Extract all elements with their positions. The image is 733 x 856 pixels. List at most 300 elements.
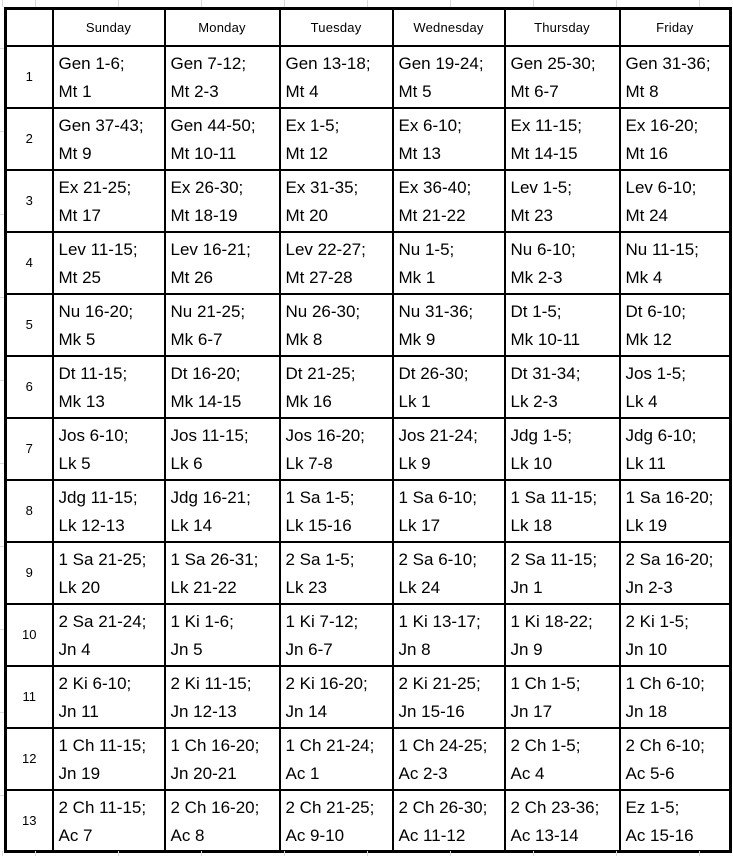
- week-number-cell[interactable]: 1: [6, 46, 53, 108]
- table-row: [6, 790, 731, 852]
- nt-reading-text: Lk 23: [285, 577, 328, 597]
- nt-reading-text: Mt 13: [398, 143, 442, 163]
- table-row: [6, 108, 731, 170]
- plan-table-body: [6, 46, 731, 852]
- nt-reading-text: Mk 8: [285, 329, 323, 349]
- ot-reading-text: 2 Sa 21-24;: [58, 611, 147, 631]
- reading-cell[interactable]: [53, 790, 165, 852]
- ot-reading-text: Lev 11-15;: [58, 239, 138, 259]
- nt-reading-text: Mt 24: [625, 205, 669, 225]
- reading-cell[interactable]: [620, 294, 731, 356]
- nt-reading-text: Mt 17: [58, 205, 102, 225]
- nt-reading-text: Mt 5: [398, 81, 432, 101]
- reading-cell[interactable]: [620, 170, 731, 232]
- nt-reading-text: Jn 17: [510, 701, 553, 721]
- sheet-gridline-tick: [2, 851, 3, 856]
- week-number-cell[interactable]: 12: [6, 728, 53, 790]
- ot-reading-text: Jdg 6-10;: [625, 425, 697, 445]
- nt-reading-text: Lk 10: [510, 453, 553, 473]
- ot-reading-text: Ex 16-20;: [625, 115, 699, 135]
- ot-reading-text: 2 Ki 21-25;: [398, 673, 481, 693]
- nt-reading-text: Ac 5-6: [625, 763, 675, 783]
- nt-reading-text: Mt 21-22: [398, 205, 466, 225]
- ot-reading-text: Lev 16-21;: [170, 239, 251, 259]
- week-number-cell[interactable]: 8: [6, 480, 53, 542]
- table-row: [6, 418, 731, 480]
- ot-reading-text: Gen 44-50;: [170, 115, 256, 135]
- ot-reading-text: 1 Ki 7-12;: [285, 611, 359, 631]
- week-number-cell[interactable]: 10: [6, 604, 53, 666]
- reading-cell[interactable]: [280, 666, 393, 728]
- ot-reading-text: 2 Sa 6-10;: [398, 549, 477, 569]
- ot-reading-text: 2 Sa 11-15;: [510, 549, 598, 569]
- reading-cell[interactable]: [393, 294, 505, 356]
- nt-reading-text: Mk 2-3: [510, 267, 563, 287]
- nt-reading-text: Jn 20-21: [170, 763, 237, 783]
- nt-reading-text: Mk 12: [625, 329, 672, 349]
- ot-reading-text: Gen 25-30;: [510, 53, 596, 73]
- nt-reading-text: Mt 1: [58, 81, 92, 101]
- day-header-1: Monday: [165, 9, 280, 46]
- reading-cell[interactable]: [53, 232, 165, 294]
- nt-reading-text: Lk 5: [58, 453, 91, 473]
- nt-reading-text: Mt 26: [170, 267, 214, 287]
- reading-cell[interactable]: [393, 728, 505, 790]
- reading-cell[interactable]: [620, 46, 731, 108]
- sheet-gridline-tick: [0, 131, 4, 132]
- week-number-cell[interactable]: 2: [6, 108, 53, 170]
- reading-cell[interactable]: [505, 790, 620, 852]
- reading-cell[interactable]: [165, 356, 280, 418]
- week-number-cell[interactable]: 4: [6, 232, 53, 294]
- nt-reading-text: Lk 12-13: [58, 515, 125, 535]
- sheet-gridline-tick: [201, 851, 202, 856]
- nt-reading-text: Mt 20: [285, 205, 329, 225]
- nt-reading-text: Lk 24: [398, 577, 441, 597]
- ot-reading-text: Ex 6-10;: [398, 115, 462, 135]
- nt-reading-text: Jn 4: [58, 639, 91, 659]
- nt-reading-text: Ac 2-3: [398, 763, 448, 783]
- reading-cell[interactable]: [620, 666, 731, 728]
- sheet-gridline-tick: [533, 851, 534, 856]
- reading-cell[interactable]: [53, 108, 165, 170]
- table-row: [6, 666, 731, 728]
- reading-cell[interactable]: [620, 108, 731, 170]
- ot-reading-text: Gen 7-12;: [170, 53, 247, 73]
- reading-cell[interactable]: [393, 108, 505, 170]
- nt-reading-text: Mk 4: [625, 267, 663, 287]
- reading-cell[interactable]: [53, 480, 165, 542]
- day-header-3: Wednesday: [393, 9, 505, 46]
- ot-reading-text: 1 Ch 6-10;: [625, 673, 705, 693]
- nt-reading-text: Jn 19: [58, 763, 101, 783]
- reading-cell[interactable]: [620, 418, 731, 480]
- ot-reading-text: Gen 37-43;: [58, 115, 144, 135]
- table-row: [6, 232, 731, 294]
- reading-cell[interactable]: [620, 232, 731, 294]
- nt-reading-text: Mt 12: [285, 143, 329, 163]
- table-row: [6, 480, 731, 542]
- reading-cell[interactable]: [505, 418, 620, 480]
- nt-reading-text: Lk 4: [625, 391, 658, 411]
- ot-reading-text: 1 Sa 26-31;: [170, 549, 259, 569]
- ot-reading-text: 2 Ch 16-20;: [170, 797, 260, 817]
- sheet-gridline-tick: [118, 851, 119, 856]
- reading-cell[interactable]: [165, 790, 280, 852]
- ot-reading-text: 2 Ch 1-5;: [510, 735, 581, 755]
- ot-reading-text: 2 Ki 1-5;: [625, 611, 689, 631]
- nt-reading-text: Jn 9: [510, 639, 543, 659]
- reading-cell[interactable]: [165, 728, 280, 790]
- week-number-cell[interactable]: 3: [6, 170, 53, 232]
- nt-reading-text: Jn 6-7: [285, 639, 333, 659]
- reading-cell[interactable]: [280, 728, 393, 790]
- ot-reading-text: 2 Ch 21-25;: [285, 797, 375, 817]
- reading-cell[interactable]: [280, 108, 393, 170]
- ot-reading-text: 1 Ki 1-6;: [170, 611, 234, 631]
- ot-reading-text: Nu 16-20;: [58, 301, 134, 321]
- reading-cell[interactable]: [53, 666, 165, 728]
- nt-reading-text: Mt 9: [58, 143, 92, 163]
- nt-reading-text: Ac 13-14: [510, 825, 579, 845]
- nt-reading-text: Mk 9: [398, 329, 436, 349]
- nt-reading-text: Lk 17: [398, 515, 441, 535]
- ot-reading-text: 2 Ki 6-10;: [58, 673, 132, 693]
- ot-reading-text: 2 Sa 16-20;: [625, 549, 714, 569]
- nt-reading-text: Jn 12-13: [170, 701, 237, 721]
- nt-reading-text: Mt 25: [58, 267, 102, 287]
- nt-reading-text: Ac 11-12: [398, 825, 466, 845]
- reading-cell[interactable]: [505, 294, 620, 356]
- ot-reading-text: 1 Ch 11-15;: [58, 735, 147, 755]
- reading-cell[interactable]: [53, 542, 165, 604]
- sheet-gridline-tick: [0, 214, 4, 215]
- sheet-gridline-tick: [0, 463, 4, 464]
- ot-reading-text: Nu 26-30;: [285, 301, 361, 321]
- nt-reading-text: Mk 1: [398, 267, 436, 287]
- ot-reading-text: Ex 1-5;: [285, 115, 340, 135]
- reading-cell[interactable]: [280, 542, 393, 604]
- nt-reading-text: Mt 27-28: [285, 267, 353, 287]
- sheet-gridline-tick: [699, 851, 700, 856]
- ot-reading-text: 1 Ki 13-17;: [398, 611, 481, 631]
- ot-reading-text: Gen 19-24;: [398, 53, 484, 73]
- reading-cell[interactable]: [505, 666, 620, 728]
- ot-reading-text: 1 Sa 6-10;: [398, 487, 477, 507]
- ot-reading-text: Dt 6-10;: [625, 301, 686, 321]
- reading-cell[interactable]: [393, 232, 505, 294]
- nt-reading-text: Ac 8: [170, 825, 205, 845]
- sheet-gridline-tick: [450, 0, 451, 7]
- reading-cell[interactable]: [620, 356, 731, 418]
- ot-reading-text: Jos 1-5;: [625, 363, 686, 383]
- reading-cell[interactable]: [393, 666, 505, 728]
- nt-reading-text: Mt 8: [625, 81, 659, 101]
- reading-cell[interactable]: [53, 418, 165, 480]
- sheet-gridline-tick: [35, 0, 36, 7]
- ot-reading-text: Nu 31-36;: [398, 301, 474, 321]
- header-row: [6, 9, 731, 46]
- ot-reading-text: Ex 36-40;: [398, 177, 472, 197]
- reading-cell[interactable]: [505, 232, 620, 294]
- nt-reading-text: Ac 7: [58, 825, 93, 845]
- reading-cell[interactable]: [393, 170, 505, 232]
- reading-cell[interactable]: [165, 294, 280, 356]
- ot-reading-text: Nu 6-10;: [510, 239, 576, 259]
- sheet-gridline-tick: [201, 0, 202, 7]
- ot-reading-text: Dt 1-5;: [510, 301, 562, 321]
- ot-reading-text: Jdg 16-21;: [170, 487, 251, 507]
- reading-cell[interactable]: [505, 542, 620, 604]
- ot-reading-text: Lev 22-27;: [285, 239, 366, 259]
- nt-reading-text: Lk 14: [170, 515, 213, 535]
- reading-cell[interactable]: [620, 604, 731, 666]
- sheet-gridline-tick: [0, 712, 4, 713]
- sheet-gridline-tick: [35, 851, 36, 856]
- ot-reading-text: Ex 31-35;: [285, 177, 359, 197]
- sheet-gridline-tick: [2, 0, 3, 7]
- reading-cell[interactable]: [280, 170, 393, 232]
- sheet-gridline-tick: [0, 795, 4, 796]
- nt-reading-text: Mk 13: [58, 391, 105, 411]
- reading-cell[interactable]: [280, 418, 393, 480]
- ot-reading-text: 1 Ch 24-25;: [398, 735, 488, 755]
- nt-reading-text: Jn 18: [625, 701, 668, 721]
- reading-cell[interactable]: [280, 294, 393, 356]
- nt-reading-text: Mk 10-11: [510, 329, 581, 349]
- sheet-gridline-tick: [0, 629, 4, 630]
- reading-cell[interactable]: [620, 728, 731, 790]
- reading-cell[interactable]: [393, 418, 505, 480]
- ot-reading-text: Nu 21-25;: [170, 301, 246, 321]
- nt-reading-text: Mt 6-7: [510, 81, 559, 101]
- reading-cell[interactable]: [53, 294, 165, 356]
- ot-reading-text: 1 Sa 16-20;: [625, 487, 714, 507]
- reading-cell[interactable]: [505, 728, 620, 790]
- ot-reading-text: Ex 11-15;: [510, 115, 583, 135]
- reading-cell[interactable]: [165, 46, 280, 108]
- nt-reading-text: Mt 10-11: [170, 143, 237, 163]
- ot-reading-text: 2 Ch 11-15;: [58, 797, 147, 817]
- nt-reading-text: Mt 4: [285, 81, 319, 101]
- ot-reading-text: 2 Ch 26-30;: [398, 797, 488, 817]
- reading-cell[interactable]: [165, 604, 280, 666]
- reading-cell[interactable]: [393, 46, 505, 108]
- reading-cell[interactable]: [505, 46, 620, 108]
- reading-cell[interactable]: [165, 480, 280, 542]
- week-number-cell[interactable]: 11: [6, 666, 53, 728]
- ot-reading-text: 1 Ch 21-24;: [285, 735, 375, 755]
- nt-reading-text: Mt 23: [510, 205, 554, 225]
- sheet-gridline-tick: [284, 851, 285, 856]
- nt-reading-text: Jn 14: [285, 701, 328, 721]
- nt-reading-text: Ac 4: [510, 763, 545, 783]
- ot-reading-text: 1 Ch 1-5;: [510, 673, 581, 693]
- ot-reading-text: Dt 16-20;: [170, 363, 241, 383]
- ot-reading-text: Nu 1-5;: [398, 239, 455, 259]
- ot-reading-text: Ex 26-30;: [170, 177, 244, 197]
- ot-reading-text: Jdg 11-15;: [58, 487, 138, 507]
- nt-reading-text: Jn 10: [625, 639, 668, 659]
- ot-reading-text: 1 Sa 21-25;: [58, 549, 147, 569]
- table-row: [6, 170, 731, 232]
- ot-reading-text: 1 Sa 11-15;: [510, 487, 598, 507]
- reading-cell[interactable]: [393, 542, 505, 604]
- reading-cell[interactable]: [280, 480, 393, 542]
- reading-cell[interactable]: [505, 480, 620, 542]
- table-row: [6, 542, 731, 604]
- ot-reading-text: Ex 21-25;: [58, 177, 132, 197]
- table-row: [6, 356, 731, 418]
- ot-reading-text: 1 Ki 18-22;: [510, 611, 593, 631]
- nt-reading-text: Lk 20: [58, 577, 101, 597]
- nt-reading-text: Lk 6: [170, 453, 203, 473]
- sheet-gridline-tick: [699, 0, 700, 7]
- nt-reading-text: Lk 2-3: [510, 391, 558, 411]
- ot-reading-text: Jos 6-10;: [58, 425, 129, 445]
- reading-cell[interactable]: [280, 604, 393, 666]
- ot-reading-text: Jdg 1-5;: [510, 425, 572, 445]
- bible-reading-plan-table: [4, 7, 732, 853]
- day-header-2: Tuesday: [280, 9, 393, 46]
- reading-cell[interactable]: [53, 356, 165, 418]
- reading-cell[interactable]: [53, 170, 165, 232]
- ot-reading-text: Jos 11-15;: [170, 425, 249, 445]
- reading-cell[interactable]: [620, 480, 731, 542]
- day-header-5: Friday: [620, 9, 731, 46]
- reading-cell[interactable]: [505, 604, 620, 666]
- ot-reading-text: Lev 6-10;: [625, 177, 697, 197]
- ot-reading-text: Lev 1-5;: [510, 177, 572, 197]
- nt-reading-text: Ac 9-10: [285, 825, 345, 845]
- reading-cell[interactable]: [53, 604, 165, 666]
- table-row: [6, 728, 731, 790]
- ot-reading-text: Dt 11-15;: [58, 363, 128, 383]
- reading-cell[interactable]: [393, 356, 505, 418]
- reading-cell[interactable]: [280, 356, 393, 418]
- nt-reading-text: Jn 1: [510, 577, 543, 597]
- reading-cell[interactable]: [620, 542, 731, 604]
- nt-reading-text: Lk 19: [625, 515, 668, 535]
- ot-reading-text: Dt 31-34;: [510, 363, 581, 383]
- ot-reading-text: 2 Ki 16-20;: [285, 673, 368, 693]
- reading-cell[interactable]: [505, 170, 620, 232]
- sheet-gridline-tick: [0, 48, 4, 49]
- reading-cell[interactable]: [280, 232, 393, 294]
- day-header-0: Sunday: [53, 9, 165, 46]
- table-row: [6, 294, 731, 356]
- nt-reading-text: Lk 9: [398, 453, 431, 473]
- nt-reading-text: Lk 7-8: [285, 453, 333, 473]
- ot-reading-text: 1 Ch 16-20;: [170, 735, 260, 755]
- reading-cell[interactable]: [280, 46, 393, 108]
- sheet-gridline-tick: [450, 851, 451, 856]
- reading-cell[interactable]: [280, 790, 393, 852]
- reading-cell[interactable]: [393, 480, 505, 542]
- week-number-cell[interactable]: 7: [6, 418, 53, 480]
- nt-reading-text: Mt 2-3: [170, 81, 219, 101]
- sheet-gridline-tick: [0, 546, 4, 547]
- sheet-gridline-tick: [616, 851, 617, 856]
- sheet-gridline-tick: [616, 0, 617, 7]
- reading-cell[interactable]: [165, 108, 280, 170]
- nt-reading-text: Jn 8: [398, 639, 431, 659]
- ot-reading-text: 2 Ch 6-10;: [625, 735, 705, 755]
- sheet-gridline-tick: [118, 0, 119, 7]
- sheet-gridline-tick: [367, 851, 368, 856]
- reading-cell[interactable]: [393, 604, 505, 666]
- ot-reading-text: Gen 13-18;: [285, 53, 371, 73]
- nt-reading-text: Mt 14-15: [510, 143, 578, 163]
- week-number-cell[interactable]: 6: [6, 356, 53, 418]
- ot-reading-text: Jos 21-24;: [398, 425, 478, 445]
- nt-reading-text: Lk 15-16: [285, 515, 352, 535]
- reading-cell[interactable]: [165, 666, 280, 728]
- nt-reading-text: Mk 16: [285, 391, 332, 411]
- reading-cell[interactable]: [620, 790, 731, 852]
- ot-reading-text: Gen 31-36;: [625, 53, 711, 73]
- sheet-gridline-tick: [284, 0, 285, 7]
- sheet-gridline-tick: [0, 380, 4, 381]
- ot-reading-text: Nu 11-15;: [625, 239, 699, 259]
- nt-reading-text: Jn 15-16: [398, 701, 465, 721]
- ot-reading-text: 2 Ki 11-15;: [170, 673, 252, 693]
- nt-reading-text: Lk 18: [510, 515, 553, 535]
- ot-reading-text: 1 Sa 1-5;: [285, 487, 355, 507]
- table-row: [6, 604, 731, 666]
- reading-cell[interactable]: [165, 542, 280, 604]
- ot-reading-text: 2 Sa 1-5;: [285, 549, 355, 569]
- nt-reading-text: Ac 15-16: [625, 825, 694, 845]
- ot-reading-text: Gen 1-6;: [58, 53, 125, 73]
- week-number-cell[interactable]: 5: [6, 294, 53, 356]
- day-header-4: Thursday: [505, 9, 620, 46]
- week-number-cell[interactable]: 13: [6, 790, 53, 852]
- reading-cell[interactable]: [165, 170, 280, 232]
- nt-reading-text: Ac 1: [285, 763, 320, 783]
- nt-reading-text: Lk 11: [625, 453, 666, 473]
- ot-reading-text: 2 Ch 23-36;: [510, 797, 600, 817]
- nt-reading-text: Mk 5: [58, 329, 96, 349]
- nt-reading-text: Mk 14-15: [170, 391, 242, 411]
- sheet-gridline-tick: [0, 297, 4, 298]
- reading-cell[interactable]: [165, 418, 280, 480]
- nt-reading-text: Lk 1: [398, 391, 431, 411]
- reading-cell[interactable]: [53, 728, 165, 790]
- table-row: [6, 46, 731, 108]
- reading-cell[interactable]: [393, 790, 505, 852]
- reading-cell[interactable]: [505, 108, 620, 170]
- nt-reading-text: Jn 2-3: [625, 577, 673, 597]
- reading-cell[interactable]: [505, 356, 620, 418]
- reading-cell[interactable]: [53, 46, 165, 108]
- week-number-cell[interactable]: 9: [6, 542, 53, 604]
- sheet-gridline-tick: [533, 0, 534, 7]
- ot-reading-text: Jos 16-20;: [285, 425, 365, 445]
- nt-reading-text: Lk 21-22: [170, 577, 237, 597]
- nt-reading-text: Mt 16: [625, 143, 669, 163]
- ot-reading-text: Ez 1-5;: [625, 797, 680, 817]
- ot-reading-text: Dt 21-25;: [285, 363, 356, 383]
- nt-reading-text: Mt 18-19: [170, 205, 238, 225]
- sheet-gridline-tick: [367, 0, 368, 7]
- nt-reading-text: Jn 11: [58, 701, 99, 721]
- reading-cell[interactable]: [165, 232, 280, 294]
- nt-reading-text: Mk 6-7: [170, 329, 223, 349]
- ot-reading-text: Dt 26-30;: [398, 363, 469, 383]
- corner-cell: [6, 9, 53, 46]
- nt-reading-text: Jn 5: [170, 639, 203, 659]
